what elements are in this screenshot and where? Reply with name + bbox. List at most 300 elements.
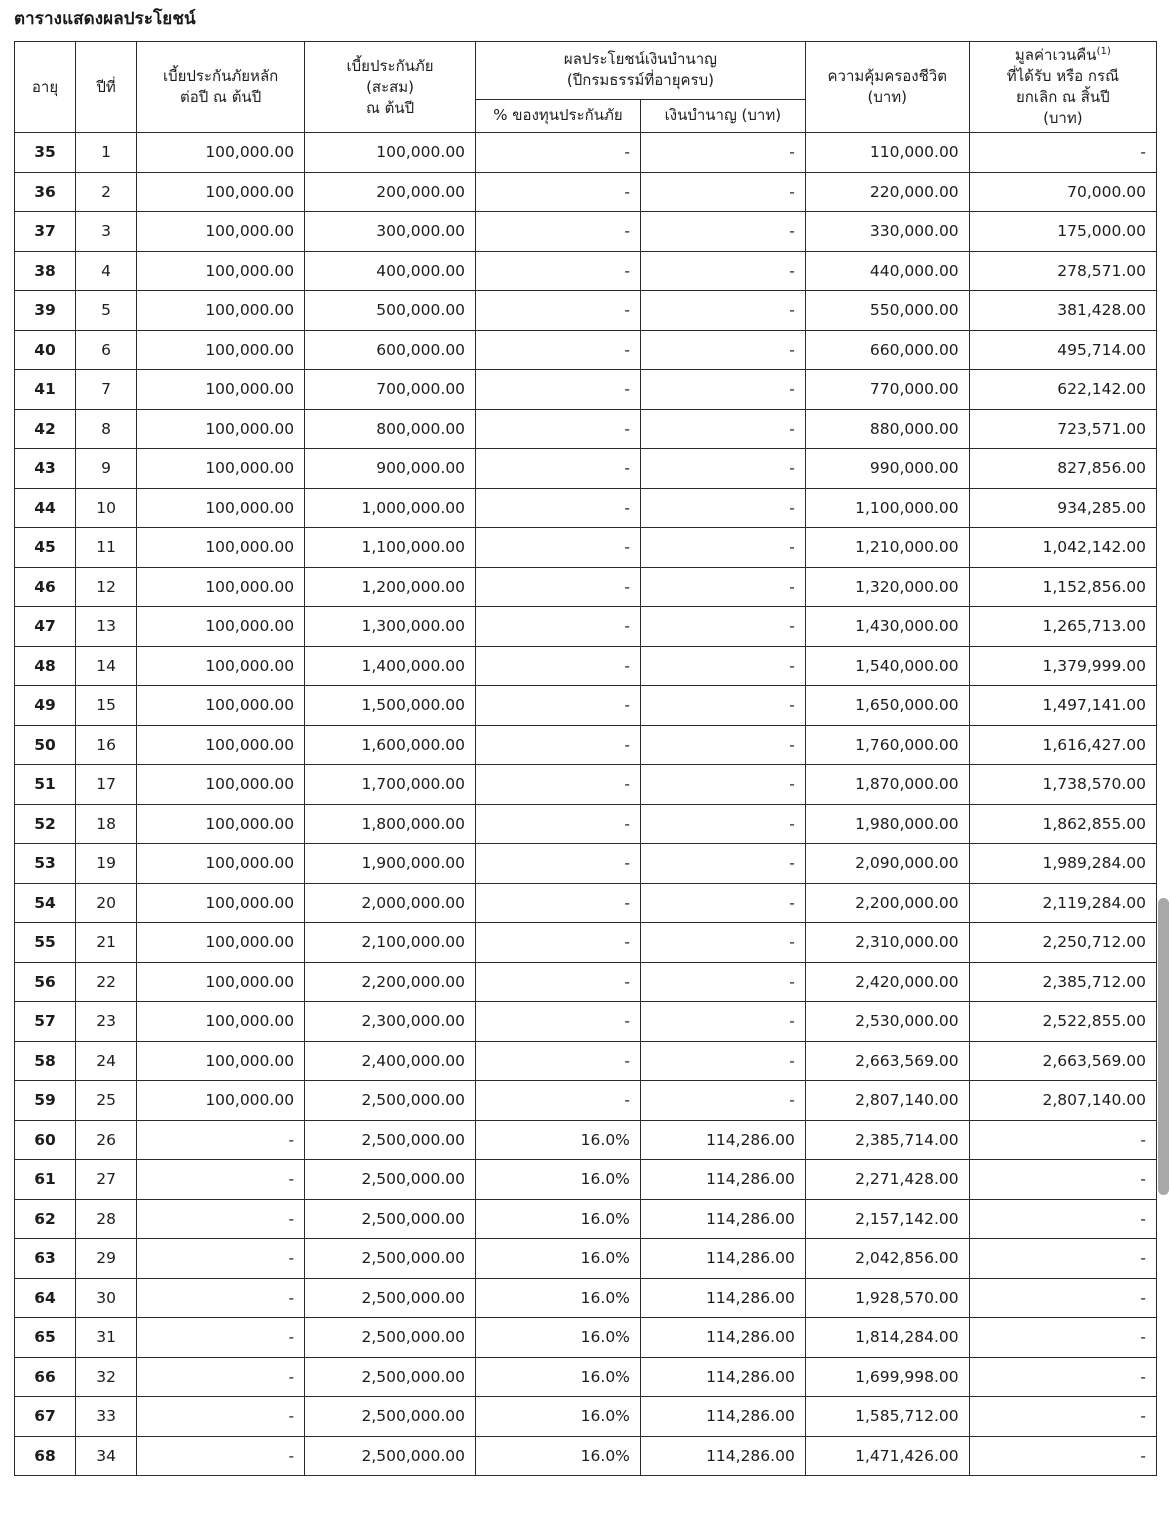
cell-year: 4: [76, 251, 137, 291]
cell-age: 48: [15, 646, 76, 686]
cell-annuity-percent: -: [476, 686, 641, 726]
cell-year: 25: [76, 1081, 137, 1121]
header-age: อายุ: [15, 42, 76, 133]
cell-age: 67: [15, 1397, 76, 1437]
table-row: [15, 923, 1157, 963]
cell-cumulative-premium: 500,000.00: [305, 291, 476, 331]
cell-cumulative-premium: 2,500,000.00: [305, 1278, 476, 1318]
table-row: [15, 1081, 1157, 1121]
cell-year: 16: [76, 725, 137, 765]
cell-cumulative-premium: 1,700,000.00: [305, 765, 476, 805]
table-row: [15, 528, 1157, 568]
cell-annuity-amount: 114,286.00: [640, 1239, 805, 1279]
cell-surrender-value: 1,265,713.00: [969, 607, 1156, 647]
cell-annuity-percent: -: [476, 449, 641, 489]
cell-main-premium: 100,000.00: [137, 804, 305, 844]
header-annuity-group-line2: (ปีกรมธรรม์ที่อายุครบ): [566, 71, 714, 90]
header-surrender-value-line4: (บาท): [1043, 109, 1083, 127]
cell-cumulative-premium: 2,300,000.00: [305, 1002, 476, 1042]
cell-year: 29: [76, 1239, 137, 1279]
cell-age: 40: [15, 330, 76, 370]
cell-cumulative-premium: 1,300,000.00: [305, 607, 476, 647]
cell-annuity-percent: -: [476, 172, 641, 212]
header-life-coverage: [805, 42, 969, 133]
table-row: [15, 1239, 1157, 1279]
table-row: [15, 567, 1157, 607]
cell-age: 65: [15, 1318, 76, 1358]
cell-surrender-value: 1,042,142.00: [969, 528, 1156, 568]
cell-annuity-amount: -: [640, 133, 805, 173]
cell-cumulative-premium: 2,500,000.00: [305, 1397, 476, 1437]
table-row: [15, 488, 1157, 528]
cell-main-premium: -: [137, 1199, 305, 1239]
cell-main-premium: 100,000.00: [137, 686, 305, 726]
cell-life-coverage: 1,760,000.00: [805, 725, 969, 765]
table-row: [15, 1041, 1157, 1081]
cell-life-coverage: 440,000.00: [805, 251, 969, 291]
cell-annuity-amount: -: [640, 844, 805, 884]
table-row: [15, 962, 1157, 1002]
cell-surrender-value: 1,862,855.00: [969, 804, 1156, 844]
cell-year: 8: [76, 409, 137, 449]
cell-life-coverage: 220,000.00: [805, 172, 969, 212]
cell-age: 42: [15, 409, 76, 449]
cell-life-coverage: 1,928,570.00: [805, 1278, 969, 1318]
table-row: [15, 1357, 1157, 1397]
cell-main-premium: 100,000.00: [137, 291, 305, 331]
cell-surrender-value: 2,119,284.00: [969, 883, 1156, 923]
cell-annuity-percent: 16.0%: [476, 1120, 641, 1160]
table-row: [15, 804, 1157, 844]
cell-annuity-amount: -: [640, 923, 805, 963]
header-annuity-group-line1: ผลประโยชน์เงินบำนาญ: [563, 50, 717, 69]
cell-surrender-value: 1,738,570.00: [969, 765, 1156, 805]
cell-main-premium: 100,000.00: [137, 1081, 305, 1121]
header-cumulative-premium: [305, 42, 476, 133]
cell-cumulative-premium: 2,100,000.00: [305, 923, 476, 963]
cell-year: 1: [76, 133, 137, 173]
cell-surrender-value: 2,807,140.00: [969, 1081, 1156, 1121]
cell-age: 38: [15, 251, 76, 291]
cell-annuity-amount: -: [640, 686, 805, 726]
cell-age: 55: [15, 923, 76, 963]
benefit-table: [14, 41, 1157, 1476]
cell-age: 57: [15, 1002, 76, 1042]
cell-year: 14: [76, 646, 137, 686]
cell-surrender-value: -: [969, 1397, 1156, 1437]
cell-cumulative-premium: 2,500,000.00: [305, 1357, 476, 1397]
cell-surrender-value: 2,250,712.00: [969, 923, 1156, 963]
table-row: [15, 1436, 1157, 1476]
cell-annuity-amount: -: [640, 962, 805, 1002]
cell-annuity-percent: -: [476, 804, 641, 844]
header-cumulative-premium-line1: เบี้ยประกันภัย: [346, 56, 434, 75]
header-main-premium-line2: ต่อปี ณ ต้นปี: [179, 88, 262, 106]
cell-life-coverage: 330,000.00: [805, 212, 969, 252]
cell-annuity-percent: 16.0%: [476, 1318, 641, 1358]
cell-life-coverage: 2,310,000.00: [805, 923, 969, 963]
cell-age: 59: [15, 1081, 76, 1121]
cell-annuity-percent: -: [476, 1041, 641, 1081]
cell-annuity-percent: -: [476, 607, 641, 647]
cell-age: 53: [15, 844, 76, 884]
cell-life-coverage: 1,814,284.00: [805, 1318, 969, 1358]
cell-surrender-value: 2,663,569.00: [969, 1041, 1156, 1081]
header-surrender-value: [969, 42, 1156, 133]
cell-year: 5: [76, 291, 137, 331]
header-main-premium: [137, 42, 305, 133]
cell-cumulative-premium: 1,200,000.00: [305, 567, 476, 607]
table-row: [15, 172, 1157, 212]
cell-cumulative-premium: 2,500,000.00: [305, 1120, 476, 1160]
cell-cumulative-premium: 1,100,000.00: [305, 528, 476, 568]
cell-main-premium: 100,000.00: [137, 330, 305, 370]
table-header: [15, 42, 1157, 133]
cell-life-coverage: 2,663,569.00: [805, 1041, 969, 1081]
cell-annuity-percent: -: [476, 844, 641, 884]
cell-main-premium: 100,000.00: [137, 725, 305, 765]
cell-life-coverage: 1,585,712.00: [805, 1397, 969, 1437]
cell-annuity-percent: -: [476, 883, 641, 923]
cell-annuity-amount: 114,286.00: [640, 1278, 805, 1318]
cell-annuity-amount: -: [640, 567, 805, 607]
table-row: [15, 133, 1157, 173]
cell-age: 41: [15, 370, 76, 410]
cell-surrender-value: 827,856.00: [969, 449, 1156, 489]
cell-annuity-amount: -: [640, 212, 805, 252]
cell-life-coverage: 1,980,000.00: [805, 804, 969, 844]
header-cumulative-premium-line3: ณ ต้นปี: [365, 98, 415, 117]
cell-life-coverage: 660,000.00: [805, 330, 969, 370]
cell-annuity-amount: -: [640, 449, 805, 489]
table-row: [15, 1318, 1157, 1358]
cell-annuity-amount: -: [640, 1041, 805, 1081]
header-life-coverage-line2: (บาท): [867, 88, 908, 106]
header-annuity-group: [476, 42, 806, 100]
cell-age: 58: [15, 1041, 76, 1081]
cell-surrender-value: 1,616,427.00: [969, 725, 1156, 765]
cell-main-premium: -: [137, 1239, 305, 1279]
cell-annuity-amount: -: [640, 172, 805, 212]
table-row: [15, 646, 1157, 686]
cell-age: 43: [15, 449, 76, 489]
cell-year: 27: [76, 1160, 137, 1200]
cell-age: 63: [15, 1239, 76, 1279]
cell-annuity-amount: -: [640, 409, 805, 449]
cell-year: 21: [76, 923, 137, 963]
cell-annuity-percent: -: [476, 133, 641, 173]
cell-annuity-amount: -: [640, 528, 805, 568]
cell-annuity-amount: -: [640, 883, 805, 923]
table-row: [15, 883, 1157, 923]
cell-surrender-value: -: [969, 1278, 1156, 1318]
header-annuity-amount: เงินบำนาญ (บาท): [640, 99, 805, 132]
table-row: [15, 686, 1157, 726]
cell-age: 46: [15, 567, 76, 607]
cell-annuity-amount: 114,286.00: [640, 1160, 805, 1200]
cell-cumulative-premium: 2,000,000.00: [305, 883, 476, 923]
cell-life-coverage: 2,420,000.00: [805, 962, 969, 1002]
cell-surrender-value: 622,142.00: [969, 370, 1156, 410]
table-row: [15, 1278, 1157, 1318]
cell-year: 7: [76, 370, 137, 410]
cell-annuity-percent: -: [476, 1081, 641, 1121]
cell-annuity-amount: -: [640, 725, 805, 765]
cell-life-coverage: 770,000.00: [805, 370, 969, 410]
cell-age: 36: [15, 172, 76, 212]
cell-surrender-value: -: [969, 133, 1156, 173]
cell-annuity-amount: -: [640, 646, 805, 686]
cell-age: 56: [15, 962, 76, 1002]
cell-year: 17: [76, 765, 137, 805]
cell-annuity-percent: 16.0%: [476, 1199, 641, 1239]
cell-life-coverage: 1,870,000.00: [805, 765, 969, 805]
cell-annuity-amount: -: [640, 251, 805, 291]
cell-cumulative-premium: 2,500,000.00: [305, 1436, 476, 1476]
header-surrender-value-text: มูลค่าเวนคืน: [1014, 46, 1097, 64]
cell-main-premium: 100,000.00: [137, 370, 305, 410]
cell-cumulative-premium: 400,000.00: [305, 251, 476, 291]
cell-life-coverage: 2,042,856.00: [805, 1239, 969, 1279]
cell-main-premium: 100,000.00: [137, 1002, 305, 1042]
cell-cumulative-premium: 1,500,000.00: [305, 686, 476, 726]
header-life-coverage-line1: ความคุ้มครองชีวิต: [827, 67, 947, 85]
cell-year: 9: [76, 449, 137, 489]
cell-main-premium: 100,000.00: [137, 765, 305, 805]
cell-annuity-percent: -: [476, 567, 641, 607]
cell-surrender-value: -: [969, 1318, 1156, 1358]
table-row: [15, 330, 1157, 370]
cell-annuity-amount: -: [640, 488, 805, 528]
cell-annuity-amount: -: [640, 607, 805, 647]
cell-cumulative-premium: 2,200,000.00: [305, 962, 476, 1002]
table-row: [15, 251, 1157, 291]
cell-annuity-percent: 16.0%: [476, 1397, 641, 1437]
cell-annuity-percent: -: [476, 212, 641, 252]
cell-surrender-value: 1,152,856.00: [969, 567, 1156, 607]
cell-year: 18: [76, 804, 137, 844]
cell-year: 32: [76, 1357, 137, 1397]
cell-life-coverage: 1,430,000.00: [805, 607, 969, 647]
cell-main-premium: -: [137, 1120, 305, 1160]
cell-year: 12: [76, 567, 137, 607]
cell-surrender-value: 934,285.00: [969, 488, 1156, 528]
cell-year: 30: [76, 1278, 137, 1318]
cell-cumulative-premium: 600,000.00: [305, 330, 476, 370]
cell-year: 33: [76, 1397, 137, 1437]
cell-age: 44: [15, 488, 76, 528]
cell-cumulative-premium: 900,000.00: [305, 449, 476, 489]
cell-annuity-amount: -: [640, 1002, 805, 1042]
cell-annuity-amount: -: [640, 765, 805, 805]
cell-surrender-value: 70,000.00: [969, 172, 1156, 212]
cell-cumulative-premium: 1,900,000.00: [305, 844, 476, 884]
cell-main-premium: 100,000.00: [137, 844, 305, 884]
cell-year: 20: [76, 883, 137, 923]
cell-cumulative-premium: 2,400,000.00: [305, 1041, 476, 1081]
cell-life-coverage: 2,157,142.00: [805, 1199, 969, 1239]
cell-annuity-percent: -: [476, 488, 641, 528]
cell-main-premium: -: [137, 1357, 305, 1397]
cell-annuity-percent: -: [476, 291, 641, 331]
cell-annuity-percent: -: [476, 725, 641, 765]
cell-surrender-value: 381,428.00: [969, 291, 1156, 331]
cell-age: 60: [15, 1120, 76, 1160]
cell-annuity-amount: 114,286.00: [640, 1436, 805, 1476]
table-row: [15, 1002, 1157, 1042]
header-row-top: [15, 42, 1157, 100]
header-cumulative-premium-line2: (สะสม): [366, 77, 415, 96]
header-surrender-value-line3: ยกเลิก ณ สิ้นปี: [1016, 88, 1110, 106]
cell-main-premium: 100,000.00: [137, 133, 305, 173]
cell-cumulative-premium: 700,000.00: [305, 370, 476, 410]
cell-life-coverage: 110,000.00: [805, 133, 969, 173]
cell-life-coverage: 2,385,714.00: [805, 1120, 969, 1160]
cell-main-premium: 100,000.00: [137, 646, 305, 686]
cell-surrender-value: 723,571.00: [969, 409, 1156, 449]
cell-age: 68: [15, 1436, 76, 1476]
cell-main-premium: 100,000.00: [137, 528, 305, 568]
cell-main-premium: 100,000.00: [137, 607, 305, 647]
cell-annuity-percent: -: [476, 528, 641, 568]
cell-cumulative-premium: 2,500,000.00: [305, 1318, 476, 1358]
cell-year: 31: [76, 1318, 137, 1358]
cell-life-coverage: 550,000.00: [805, 291, 969, 331]
cell-age: 49: [15, 686, 76, 726]
cell-main-premium: 100,000.00: [137, 1041, 305, 1081]
cell-main-premium: -: [137, 1397, 305, 1437]
table-row: [15, 1120, 1157, 1160]
scrollbar-thumb[interactable]: [1158, 898, 1169, 1195]
cell-main-premium: -: [137, 1160, 305, 1200]
cell-cumulative-premium: 300,000.00: [305, 212, 476, 252]
cell-surrender-value: 2,385,712.00: [969, 962, 1156, 1002]
cell-cumulative-premium: 2,500,000.00: [305, 1081, 476, 1121]
cell-year: 19: [76, 844, 137, 884]
cell-surrender-value: 1,379,999.00: [969, 646, 1156, 686]
cell-cumulative-premium: 1,000,000.00: [305, 488, 476, 528]
cell-year: 34: [76, 1436, 137, 1476]
cell-annuity-percent: 16.0%: [476, 1160, 641, 1200]
cell-annuity-percent: -: [476, 1002, 641, 1042]
cell-life-coverage: 990,000.00: [805, 449, 969, 489]
cell-life-coverage: 1,650,000.00: [805, 686, 969, 726]
footnote-marker: (1): [1096, 46, 1111, 57]
cell-main-premium: 100,000.00: [137, 488, 305, 528]
table-body: [15, 133, 1157, 1476]
cell-life-coverage: 1,320,000.00: [805, 567, 969, 607]
cell-annuity-amount: 114,286.00: [640, 1318, 805, 1358]
cell-annuity-percent: -: [476, 370, 641, 410]
cell-annuity-amount: -: [640, 291, 805, 331]
cell-main-premium: 100,000.00: [137, 923, 305, 963]
cell-year: 3: [76, 212, 137, 252]
cell-cumulative-premium: 800,000.00: [305, 409, 476, 449]
cell-main-premium: -: [137, 1318, 305, 1358]
cell-cumulative-premium: 1,600,000.00: [305, 725, 476, 765]
cell-life-coverage: 1,699,998.00: [805, 1357, 969, 1397]
cell-year: 22: [76, 962, 137, 1002]
benefit-table-container: [14, 41, 1157, 1476]
header-annuity-percent: % ของทุนประกันภัย: [476, 99, 641, 132]
cell-cumulative-premium: 1,800,000.00: [305, 804, 476, 844]
cell-cumulative-premium: 2,500,000.00: [305, 1239, 476, 1279]
cell-life-coverage: 2,530,000.00: [805, 1002, 969, 1042]
cell-cumulative-premium: 2,500,000.00: [305, 1199, 476, 1239]
cell-main-premium: 100,000.00: [137, 251, 305, 291]
table-row: [15, 370, 1157, 410]
cell-surrender-value: 2,522,855.00: [969, 1002, 1156, 1042]
table-row: [15, 1199, 1157, 1239]
cell-annuity-amount: -: [640, 1081, 805, 1121]
cell-annuity-percent: -: [476, 646, 641, 686]
cell-annuity-percent: -: [476, 409, 641, 449]
table-row: [15, 212, 1157, 252]
cell-main-premium: 100,000.00: [137, 212, 305, 252]
cell-life-coverage: 1,540,000.00: [805, 646, 969, 686]
page-title: ตารางแสดงผลประโยชน์: [14, 9, 196, 29]
cell-surrender-value: -: [969, 1436, 1156, 1476]
cell-year: 13: [76, 607, 137, 647]
cell-surrender-value: -: [969, 1239, 1156, 1279]
cell-year: 10: [76, 488, 137, 528]
cell-main-premium: -: [137, 1278, 305, 1318]
cell-cumulative-premium: 1,400,000.00: [305, 646, 476, 686]
cell-surrender-value: 278,571.00: [969, 251, 1156, 291]
cell-year: 28: [76, 1199, 137, 1239]
cell-life-coverage: 2,271,428.00: [805, 1160, 969, 1200]
table-row: [15, 725, 1157, 765]
cell-year: 24: [76, 1041, 137, 1081]
cell-annuity-percent: 16.0%: [476, 1239, 641, 1279]
table-row: [15, 607, 1157, 647]
cell-life-coverage: 1,210,000.00: [805, 528, 969, 568]
header-year: ปีที่: [76, 42, 137, 133]
vertical-scrollbar[interactable]: [1157, 0, 1170, 1524]
table-row: [15, 1397, 1157, 1437]
cell-cumulative-premium: 2,500,000.00: [305, 1160, 476, 1200]
cell-annuity-percent: 16.0%: [476, 1278, 641, 1318]
cell-life-coverage: 2,090,000.00: [805, 844, 969, 884]
cell-main-premium: 100,000.00: [137, 172, 305, 212]
cell-year: 15: [76, 686, 137, 726]
cell-life-coverage: 880,000.00: [805, 409, 969, 449]
table-row: [15, 409, 1157, 449]
cell-annuity-percent: -: [476, 923, 641, 963]
cell-year: 26: [76, 1120, 137, 1160]
cell-age: 62: [15, 1199, 76, 1239]
cell-age: 66: [15, 1357, 76, 1397]
table-row: [15, 844, 1157, 884]
cell-life-coverage: 2,807,140.00: [805, 1081, 969, 1121]
cell-surrender-value: 1,497,141.00: [969, 686, 1156, 726]
cell-life-coverage: 1,100,000.00: [805, 488, 969, 528]
cell-annuity-amount: -: [640, 804, 805, 844]
cell-age: 45: [15, 528, 76, 568]
header-main-premium-line1: เบี้ยประกันภัยหลัก: [162, 67, 279, 85]
cell-life-coverage: 1,471,426.00: [805, 1436, 969, 1476]
cell-age: 47: [15, 607, 76, 647]
cell-annuity-percent: -: [476, 330, 641, 370]
cell-age: 50: [15, 725, 76, 765]
cell-annuity-amount: 114,286.00: [640, 1120, 805, 1160]
cell-year: 2: [76, 172, 137, 212]
cell-annuity-percent: 16.0%: [476, 1357, 641, 1397]
table-row: [15, 449, 1157, 489]
cell-age: 37: [15, 212, 76, 252]
cell-surrender-value: -: [969, 1160, 1156, 1200]
cell-age: 35: [15, 133, 76, 173]
